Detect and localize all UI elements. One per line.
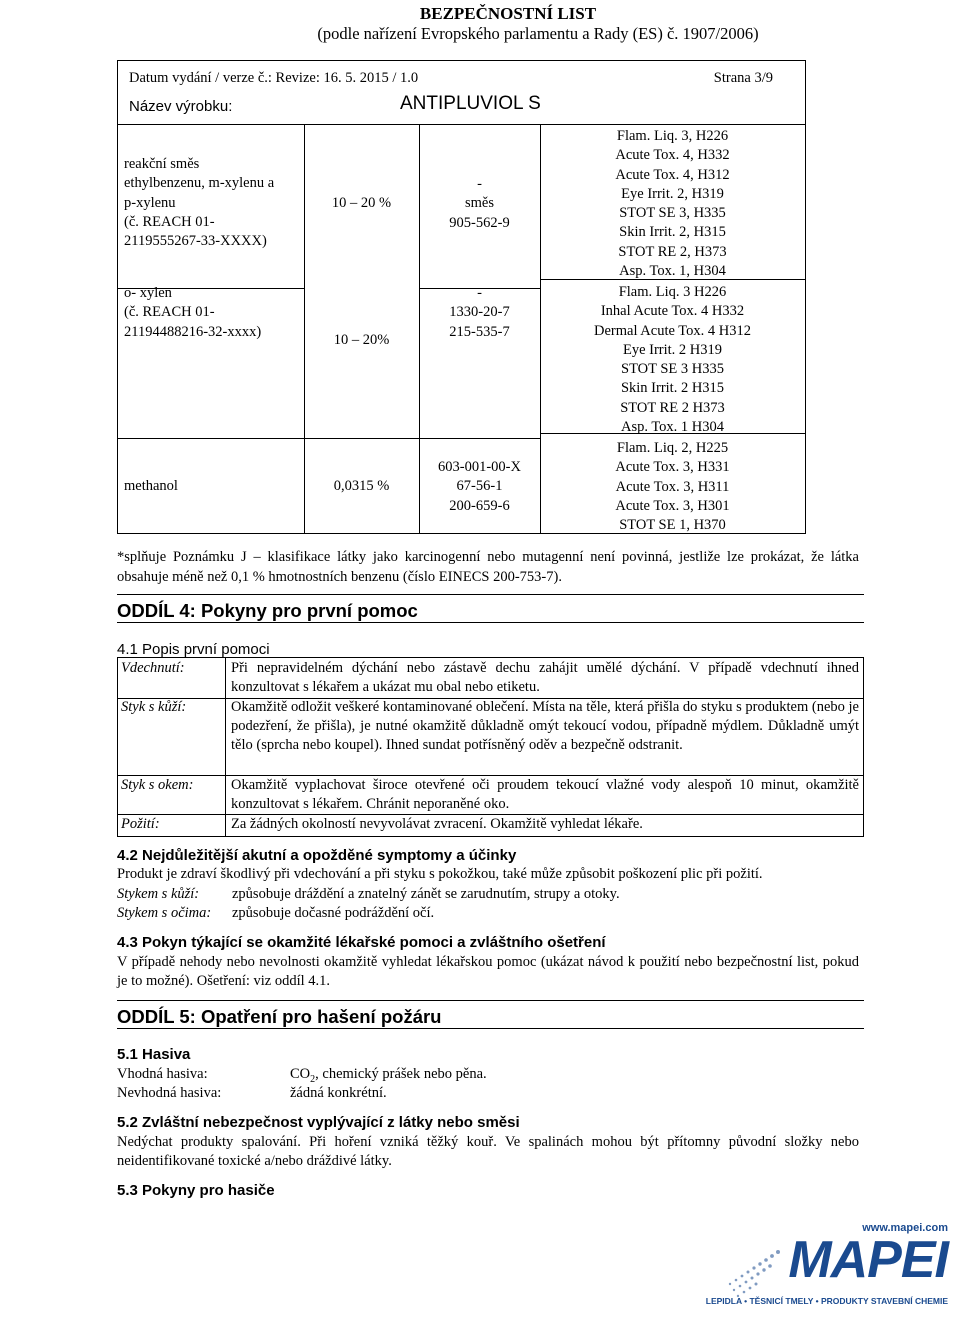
- component-name: methanol: [124, 478, 178, 494]
- ingestion-label: Požití:: [121, 816, 160, 832]
- unsuitable-media-label: Nevhodná hasiva:: [117, 1085, 222, 1101]
- section-4-2-title: 4.2 Nejdůležitější akutní a opožděné symptomy a účinky: [117, 847, 517, 864]
- component-identifiers: 603-001-00-X 67-56-1 200-659-6: [438, 459, 521, 514]
- section-4-2-text: Produkt je zdraví škodlivý při vdechování a při styku s pokožkou, také může způsobit poškození plic při požití.: [117, 866, 763, 882]
- skin-effects-label: Stykem s kůží:: [117, 886, 200, 902]
- section-5-2-title: 5.2 Zvláštní nebezpečnost vyplývající z látky nebo směsi: [117, 1114, 520, 1131]
- document-title: BEZPEČNOSTNÍ LIST: [419, 4, 597, 23]
- skin-contact-label: Styk s kůží:: [121, 699, 187, 715]
- component-name: o- xylen (č. REACH 01- 21194488216-32-xxxx): [124, 285, 262, 340]
- ingestion-text: Za žádných okolností nevyvolávat zvracení. Okamžitě vyhledat lékaře.: [231, 816, 643, 832]
- inhalation-text: Při nepravidelném dýchání nebo zástavě dechu zahájit umělé dýchání. V případě vdechnutí ihned konzultovat s lékařem a ukázat mu obal nebo etiketu.: [231, 660, 859, 695]
- section-4-1-title: 4.1 Popis první pomoci: [117, 641, 270, 658]
- section-5-title: ODDÍL 5: Opatření pro hašení požáru: [117, 1006, 442, 1027]
- skin-effects-text: způsobuje dráždění a znatelný zánět se zarudnutím, strupy a otoky.: [232, 886, 620, 902]
- mapei-brand: MAPEI: [788, 1231, 948, 1289]
- section-5-1-title: 5.1 Hasiva: [117, 1046, 191, 1063]
- component-concentration: 10 – 20%: [333, 332, 390, 348]
- suitable-media-text: $CO_2$, chemický prášek nebo pěna.: [290, 1066, 487, 1085]
- section-4-title: ODDÍL 4: Pokyny pro první pomoc: [117, 600, 418, 621]
- section-4-3-text: V případě nehody nebo nevolnosti okamžitě vyhledat lékařskou pomoc (ukázat návod k použití nebo bezpečnostní list, pokud je to možné). Ošetření: viz oddíl 4.1.: [117, 954, 859, 989]
- product-name: ANTIPLUVIOL S: [400, 93, 541, 114]
- suitable-media-label: Vhodná hasiva:: [117, 1066, 208, 1082]
- document-info-box: [117, 60, 806, 125]
- page-number: Strana 3/9: [713, 70, 773, 86]
- mapei-url: www.mapei.com: [862, 1222, 948, 1234]
- eye-contact-text: Okamžitě vyplachovat široce otevřené oči proudem tekoucí vlažné vody alespoň 10 minut, okamžitě konzultovat s lékařem. Chránit neporaněné oko.: [231, 777, 859, 812]
- component-concentration: 0,0315 %: [333, 478, 390, 494]
- eye-effects-label: Stykem s očima:: [117, 905, 212, 921]
- eye-contact-label: Styk s okem:: [121, 777, 194, 793]
- mapei-tagline: LEPIDLA • TĚSNICÍ TMELY • PRODUKTY STAVEBNÍ CHEMIE: [705, 1296, 948, 1306]
- product-name-label: Název výrobku:: [129, 98, 233, 115]
- component-identifiers: - směs 905-562-9: [449, 176, 510, 231]
- component-hazard-classification: Flam. Liq. 3, H226 Acute Tox. 4, H332 Acute Tox. 4, H312 Eye Irrit. 2, H319 STOT SE 3, H335 Skin Irrit. 2, H315 STOT RE 2, H373 Asp. Tox. 1, H304: [615, 128, 730, 280]
- component-concentration: 10 – 20 %: [331, 195, 392, 211]
- component-identifiers: - 1330-20-7 215-535-7: [449, 285, 510, 340]
- component-name: reakční směs ethylbenzenu, m-xylenu a p-xylenu (č. REACH 01- 2119555267-33-XXXX): [124, 156, 275, 250]
- inhalation-label: Vdechnutí:: [121, 660, 185, 676]
- components-table: [117, 124, 806, 534]
- component-hazard-classification: Flam. Liq. 3 H226 Inhal Acute Tox. 4 H332 Dermal Acute Tox. 4 H312 Eye Irrit. 2 H319 STOT SE 3 H335 Skin Irrit. 2 H315 STOT RE 2 H373 Asp. Tox. 1 H304: [594, 284, 751, 436]
- unsuitable-media-text: žádná konkrétní.: [290, 1085, 387, 1101]
- section-5-2-text: Nedýchat produkty spalování. Při hoření vzniká těžký kouř. Ve spalinách mohou být přítomny původní složky nebo neidentifikované toxické a/nebo dráždivé látky.: [117, 1134, 859, 1169]
- component-hazard-classification: Flam. Liq. 2, H225 Acute Tox. 3, H331 Acute Tox. 3, H311 Acute Tox. 3, H301 STOT SE 1, H370: [615, 440, 730, 534]
- section-4-3-title: 4.3 Pokyn týkající se okamžité lékařské pomoci a zvláštního ošetření: [117, 934, 606, 951]
- skin-contact-text: Okamžitě odložit veškeré kontaminované oblečení. Místa na těle, která přišla do styku s produktem (nebo je podezření, že přišla), je nutné okamžitě důkladně omýt tekoucí vodou, případně mýdlem. Důkladně umýt tělo (sprcha nebo koupel). Ihned sundat potřísněný oděv a bezpečně odstranit.: [231, 699, 859, 753]
- document-subtitle: (podle nařízení Evropského parlamentu a Rady (ES) č. 1907/2006): [317, 24, 759, 43]
- revision-date: Datum vydání / verze č.: Revize: 16. 5. 2015 / 1.0: [129, 70, 419, 86]
- mapei-logo: [705, 1222, 952, 1314]
- eye-effects-text: způsobuje dočasné podráždění očí.: [232, 905, 435, 921]
- note-j: *splňuje Poznámku J – klasifikace látky jako karcinogenní nebo mutagenní není povinná, jestliže lze prokázat, že látka obsahuje méně než 0,1 % hmotnostních benzenu (číslo EINECS 200-753-7).: [117, 549, 859, 585]
- section-5-3-title: 5.3 Pokyny pro hasiče: [117, 1182, 275, 1199]
